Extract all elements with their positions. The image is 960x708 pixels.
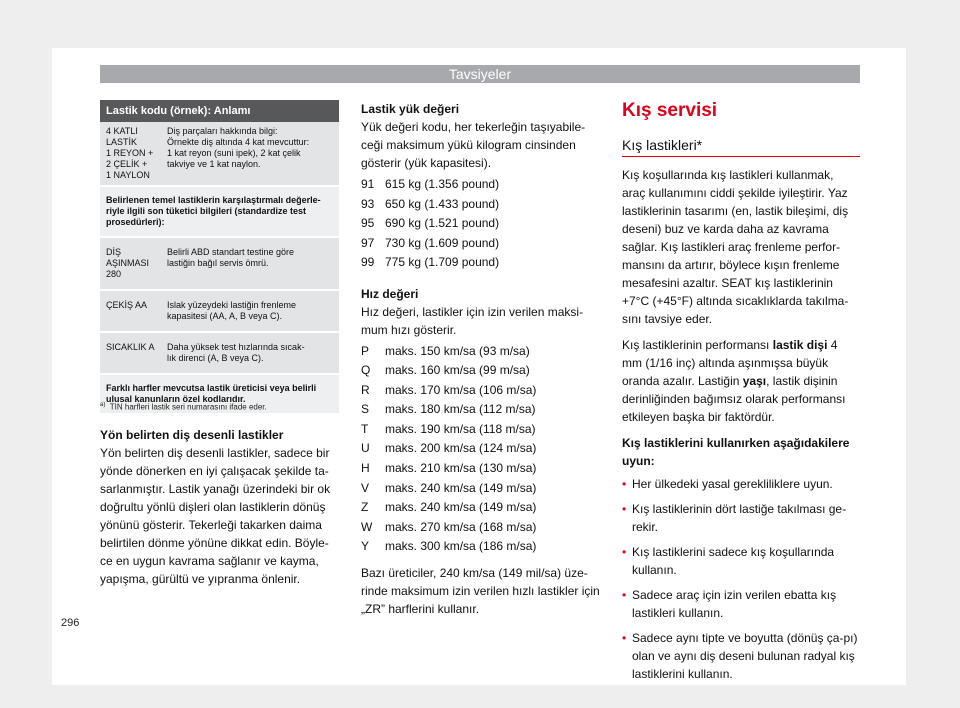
list-item [361, 342, 601, 362]
table-footnote: $^{a)}$ TIN harfleri lastik seri numarasını ifade eder. [100, 402, 267, 412]
table-row [100, 122, 339, 187]
list-key: Q [361, 363, 371, 378]
tread-heading: Yön belirten diş desenli lastikler [100, 428, 284, 442]
load-heading: Lastik yük değeri [361, 102, 460, 116]
list-key: 93 [361, 196, 375, 211]
tread-section [100, 426, 340, 588]
section-header: Tavsiyeler [100, 65, 860, 83]
bullet-item [622, 543, 860, 579]
tread-body: Yön belirten diş desenli lastikler, sadece bir yönde dönerken en iyi çalışacak şekilde ta-sarlanmıştır. Lastik yanağı üzerindeki bir ok doğrultu yönlü dişleri olan lastiklerin dönüş yönünü gösterir. Tekerleği takarken daima belirtilen dönme yönüne dikkat edin. Böyle-ce en uygun kavrama sağlanır ve kayma, yapışma, gürültü ve yıpranma önlenir. [100, 446, 331, 586]
list-key: W [361, 519, 373, 534]
winter-subtitle: Kış lastikleri* [622, 137, 703, 153]
list-value: maks. 240 km/sa (149 m/sa) [385, 500, 537, 515]
winter-list-heading: Kış lastiklerini kullanırken aşağıdakilere uyun: [622, 436, 850, 468]
winter-para2: Kış lastiklerinin performansı lastik dişi 4 mm (1/16 inç) altında aşınmışsa büyük oranda azalır. Lastiğin yaşı, lastik dişinin derinliğinden bağımsız olarak performansı etkileyen başka bir faktördür. [622, 338, 846, 424]
winter-title: Kış servisi [622, 100, 718, 121]
table-note: Belirlenen temel lastiklerin karşılaştırmalı değerle- riyle ilgili son tüketici bilgileri (standardize test prosedürleri): [106, 195, 321, 227]
table-cell-code: DİŞ AŞINMASI 280 [106, 247, 150, 279]
list-item [361, 518, 601, 538]
bullet-item [622, 475, 860, 493]
list-value: 615 kg (1.356 pound) [385, 177, 500, 191]
bullet-icon: • [622, 502, 627, 516]
list-item [361, 400, 601, 420]
list-key: V [361, 480, 370, 495]
list-item [361, 498, 601, 518]
speed-outro: Bazı üreticiler, 240 km/sa (149 mil/sa) üze-rinde maksimum izin verilen hızlı lastikler için „ZR” harflerini kullanır. [361, 566, 600, 617]
list-item [361, 479, 601, 499]
load-section [361, 100, 601, 618]
bullet-icon: • [622, 477, 627, 491]
list-item [361, 537, 601, 557]
list-item [361, 253, 601, 273]
bullet-item [622, 629, 860, 683]
list-value: maks. 210 km/sa (130 m/sa) [385, 461, 537, 476]
bullet-item [622, 586, 860, 622]
list-value: 650 kg (1.433 pound) [385, 196, 500, 211]
list-key: 95 [361, 216, 375, 230]
list-key: Y [361, 539, 370, 554]
list-item [361, 420, 601, 440]
table-row [100, 238, 339, 291]
table-cell-desc: Diş parçaları hakkında bilgi: Örnekte diş altında 4 kat mevcuttur: 1 kat reyon (suni ipek), 2 kat çelik takviye ve 1 kat naylon. [167, 126, 310, 169]
bullet-icon: • [622, 631, 627, 645]
list-key: S [361, 402, 370, 417]
bullet-text: Sadece araç için izin verilen ebatta kış lastikleri kullanın. [632, 588, 837, 620]
list-item [361, 175, 601, 195]
list-item [361, 195, 601, 215]
list-key: U [361, 441, 370, 456]
tire-code-table [100, 100, 339, 415]
bullet-text: Kış lastiklerini sadece kış koşullarında kullanın. [632, 545, 835, 577]
list-key: 99 [361, 255, 375, 269]
table-note: Farklı harfler mevcutsa lastik üreticisi veya belirli ulusal kanunların özel kodlarıdır. [106, 383, 317, 404]
speed-intro: Hız değeri, lastikler için izin verilen maksi-mum hızı gösterir. [361, 304, 584, 337]
table-row [100, 291, 339, 333]
list-key: 91 [361, 177, 375, 191]
bullet-text: Her ülkedeki yasal gerekliliklere uyun. [632, 477, 833, 491]
table-row [100, 187, 339, 238]
load-intro: Yük değeri kodu, her tekerleğin taşıyabile-ceği maksimum yükü kilogram cinsinden gösterir (yük kapasitesi). [361, 120, 586, 170]
title-rule [622, 156, 860, 157]
speed-heading: Hız değeri [361, 286, 419, 301]
list-value: 690 kg (1.521 pound) [385, 216, 500, 230]
table-title: Lastik kodu (örnek): Anlamı [100, 100, 339, 122]
bullet-text: Kış lastiklerinin dört lastiğe takılması ge-rekir. [632, 502, 847, 534]
list-value: maks. 160 km/sa (99 m/sa) [385, 363, 530, 378]
bullet-icon: • [622, 545, 627, 559]
list-key: H [361, 461, 370, 476]
bullet-icon: • [622, 588, 627, 602]
list-value: 730 kg (1.609 pound) [385, 235, 500, 250]
table-cell-desc: Islak yüzeydeki lastiğin frenleme kapasitesi (AA, A, B veya C). [167, 300, 297, 321]
table-cell-code: ÇEKİŞ AA [106, 300, 148, 310]
list-item [361, 439, 601, 459]
table-cell-code: 4 KATLI LASTİK 1 REYON + 2 ÇELİK + 1 NAYLON [106, 126, 154, 180]
table-cell-desc: Daha yüksek test hızlarında sıcak- lık direnci (A, B veya C). [167, 342, 305, 363]
list-key: P [361, 343, 370, 358]
list-key: T [361, 421, 369, 436]
winter-section [622, 166, 860, 690]
list-value: maks. 300 km/sa (186 m/sa) [385, 539, 537, 554]
list-key: Z [361, 500, 369, 515]
list-key: R [361, 382, 370, 397]
bullet-text: Sadece aynı tipte ve boyutta (dönüş ça-pı) olan ve aynı diş deseni bulunan radyal kış lastiklerini kullanın. [632, 631, 858, 681]
list-value: 775 kg (1.709 pound) [385, 255, 500, 269]
list-item [361, 214, 601, 234]
page-number: 296 [61, 617, 80, 629]
table-row [100, 333, 339, 375]
table-cell-desc: Belirli ABD standart testine göre lastiğin bağıl servis ömrü. [167, 247, 295, 268]
list-item [361, 234, 601, 254]
list-value: maks. 150 km/sa (93 m/sa) [385, 343, 530, 358]
list-item [361, 381, 601, 401]
list-value: maks. 190 km/sa (118 m/sa) [385, 421, 536, 436]
list-value: maks. 200 km/sa (124 m/sa) [385, 441, 537, 456]
winter-para1: Kış koşullarında kış lastikleri kullanmak, araç kullanımını ciddi şekilde iyileştirir. Yaz lastiklerinin tasarımı (en, lastik bileşimi, diş deseni) buz ve karda daha az kavrama sağlar. Kış lastikleri araç frenleme perfor-mansını da artırır, böylece kışın frenleme mesafesini azaltır. SEAT kış lastiklerinin +7°C (+45°F) altında sıcaklıklarda takılma-sını tavsiye eder. [622, 168, 849, 326]
list-value: maks. 170 km/sa (106 m/sa) [385, 382, 537, 397]
list-value: maks. 180 km/sa (112 m/sa) [385, 402, 536, 417]
list-item [361, 361, 601, 381]
list-item [361, 459, 601, 479]
list-key: 97 [361, 235, 375, 250]
list-value: maks. 240 km/sa (149 m/sa) [385, 480, 537, 495]
list-value: maks. 270 km/sa (168 m/sa) [385, 519, 537, 534]
table-cell-code: SICAKLIK A [106, 342, 155, 352]
bullet-item [622, 500, 860, 536]
